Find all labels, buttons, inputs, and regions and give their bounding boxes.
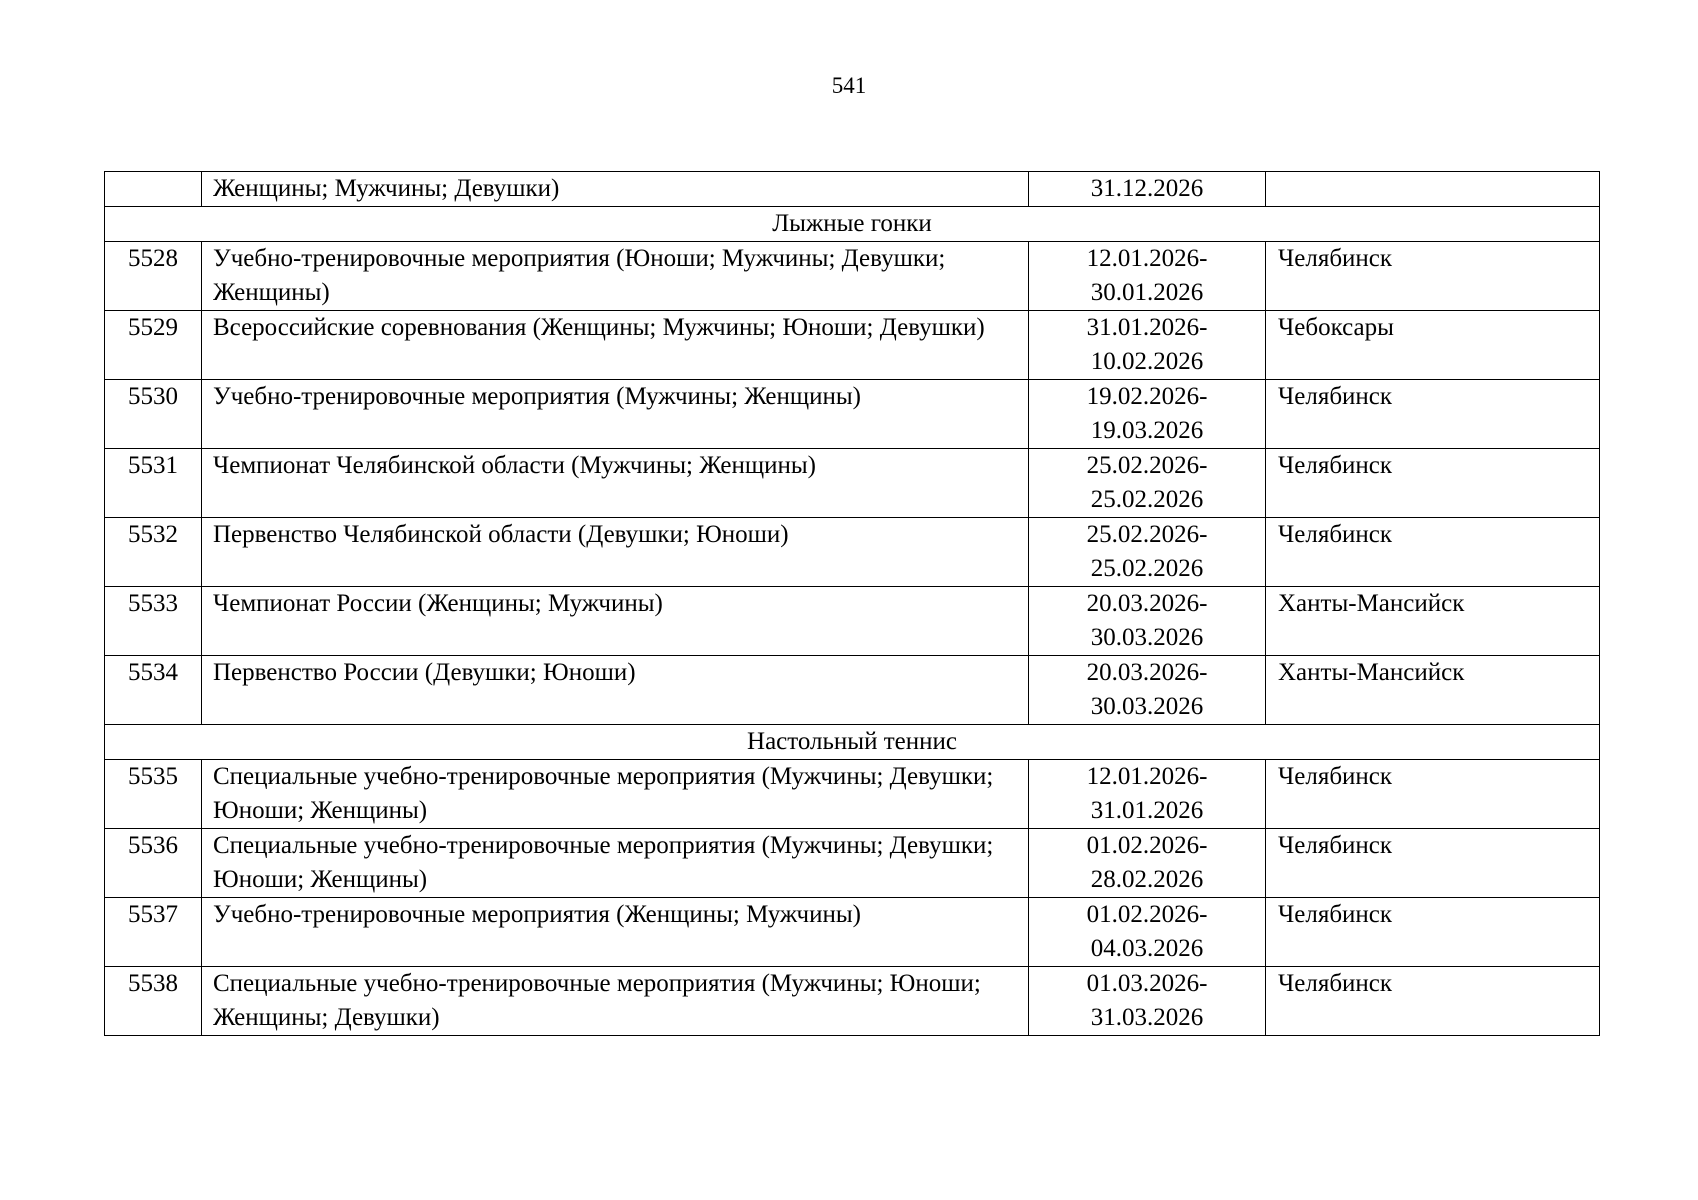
events-table	[104, 171, 1600, 1036]
table-row	[105, 898, 1600, 967]
event-number-cell: 5537	[105, 898, 202, 967]
date-end: 28.02.2026	[1090, 866, 1204, 893]
event-number-cell: 5536	[105, 829, 202, 898]
section-title: Лыжные гонки	[105, 207, 1600, 242]
event-place-cell: Чебоксары	[1266, 311, 1600, 380]
table-row	[105, 967, 1600, 1036]
date-end: 04.03.2026	[1090, 935, 1204, 962]
event-name-cell: Чемпионат России (Женщины; Мужчины)	[202, 587, 1029, 656]
event-number-cell: 5530	[105, 380, 202, 449]
event-place-cell	[1266, 172, 1600, 207]
date-start: 01.02.2026-	[1086, 832, 1208, 859]
event-date-cell	[1029, 311, 1266, 380]
date-end: 25.02.2026	[1090, 486, 1204, 513]
event-date-cell	[1029, 242, 1266, 311]
date-end: 19.03.2026	[1090, 417, 1204, 444]
event-date-cell	[1029, 380, 1266, 449]
event-place-cell: Челябинск	[1266, 242, 1600, 311]
table-row	[105, 311, 1600, 380]
event-name-cell: Специальные учебно-тренировочные мероприятия (Мужчины; Девушки; Юноши; Женщины)	[202, 829, 1029, 898]
table-row	[105, 380, 1600, 449]
table-row	[105, 656, 1600, 725]
event-number-cell: 5538	[105, 967, 202, 1036]
event-number-cell: 5531	[105, 449, 202, 518]
event-place-cell: Челябинск	[1266, 380, 1600, 449]
event-place-cell: Челябинск	[1266, 760, 1600, 829]
event-name-cell: Первенство Челябинской области (Девушки; Юноши)	[202, 518, 1029, 587]
table-row	[105, 518, 1600, 587]
event-date-cell: 31.12.2026	[1029, 172, 1266, 207]
date-start: 12.01.2026-	[1086, 245, 1208, 272]
date-start: 20.03.2026-	[1086, 659, 1208, 686]
section-title: Настольный теннис	[105, 725, 1600, 760]
event-name-cell: Специальные учебно-тренировочные мероприятия (Мужчины; Юноши; Женщины; Девушки)	[202, 967, 1029, 1036]
event-place-cell: Ханты-Мансийск	[1266, 587, 1600, 656]
event-number-cell: 5535	[105, 760, 202, 829]
event-name-cell: Всероссийские соревнования (Женщины; Мужчины; Юноши; Девушки)	[202, 311, 1029, 380]
event-date-cell	[1029, 587, 1266, 656]
event-place-cell: Ханты-Мансийск	[1266, 656, 1600, 725]
event-name-cell: Учебно-тренировочные мероприятия (Мужчины; Женщины)	[202, 380, 1029, 449]
date-start: 31.01.2026-	[1086, 314, 1208, 341]
event-name-cell: Женщины; Мужчины; Девушки)	[202, 172, 1029, 207]
event-place-cell: Челябинск	[1266, 898, 1600, 967]
event-number-cell: 5529	[105, 311, 202, 380]
event-date-cell	[1029, 449, 1266, 518]
date-end: 10.02.2026	[1090, 348, 1204, 375]
event-place-cell: Челябинск	[1266, 449, 1600, 518]
page-number: 541	[831, 73, 867, 98]
date-end: 30.03.2026	[1090, 624, 1204, 651]
event-number-cell: 5534	[105, 656, 202, 725]
date-end: 31.03.2026	[1090, 1004, 1204, 1031]
event-date-cell	[1029, 760, 1266, 829]
event-place-cell: Челябинск	[1266, 829, 1600, 898]
date-end: 31.01.2026	[1090, 797, 1204, 824]
date-start: 01.03.2026-	[1086, 970, 1208, 997]
event-name-cell: Специальные учебно-тренировочные мероприятия (Мужчины; Девушки; Юноши; Женщины)	[202, 760, 1029, 829]
date-start: 20.03.2026-	[1086, 590, 1208, 617]
section-header-row	[105, 725, 1600, 760]
date-start: 25.02.2026-	[1086, 452, 1208, 479]
event-date-cell	[1029, 518, 1266, 587]
event-date-cell	[1029, 898, 1266, 967]
event-name-cell: Чемпионат Челябинской области (Мужчины; Женщины)	[202, 449, 1029, 518]
event-place-cell: Челябинск	[1266, 967, 1600, 1036]
event-number-cell: 5528	[105, 242, 202, 311]
event-number-cell: 5533	[105, 587, 202, 656]
date-end: 25.02.2026	[1090, 555, 1204, 582]
event-place-cell: Челябинск	[1266, 518, 1600, 587]
table-row	[105, 242, 1600, 311]
date-start: 25.02.2026-	[1086, 521, 1208, 548]
event-name-cell: Учебно-тренировочные мероприятия (Юноши; Мужчины; Девушки; Женщины)	[202, 242, 1029, 311]
section-header-row	[105, 207, 1600, 242]
table-row	[105, 449, 1600, 518]
event-number-cell: 5532	[105, 518, 202, 587]
event-name-cell: Учебно-тренировочные мероприятия (Женщины; Мужчины)	[202, 898, 1029, 967]
table-row	[105, 587, 1600, 656]
date-start: 01.02.2026-	[1086, 901, 1208, 928]
event-date-cell	[1029, 829, 1266, 898]
table-row-continuation	[105, 172, 1600, 207]
event-number-cell	[105, 172, 202, 207]
event-date-cell	[1029, 656, 1266, 725]
date-end: 30.01.2026	[1090, 279, 1204, 306]
table-row	[105, 829, 1600, 898]
date-start: 19.02.2026-	[1086, 383, 1208, 410]
date-start: 12.01.2026-	[1086, 763, 1208, 790]
event-name-cell: Первенство России (Девушки; Юноши)	[202, 656, 1029, 725]
event-date-cell	[1029, 967, 1266, 1036]
date-end: 30.03.2026	[1090, 693, 1204, 720]
table-row	[105, 760, 1600, 829]
